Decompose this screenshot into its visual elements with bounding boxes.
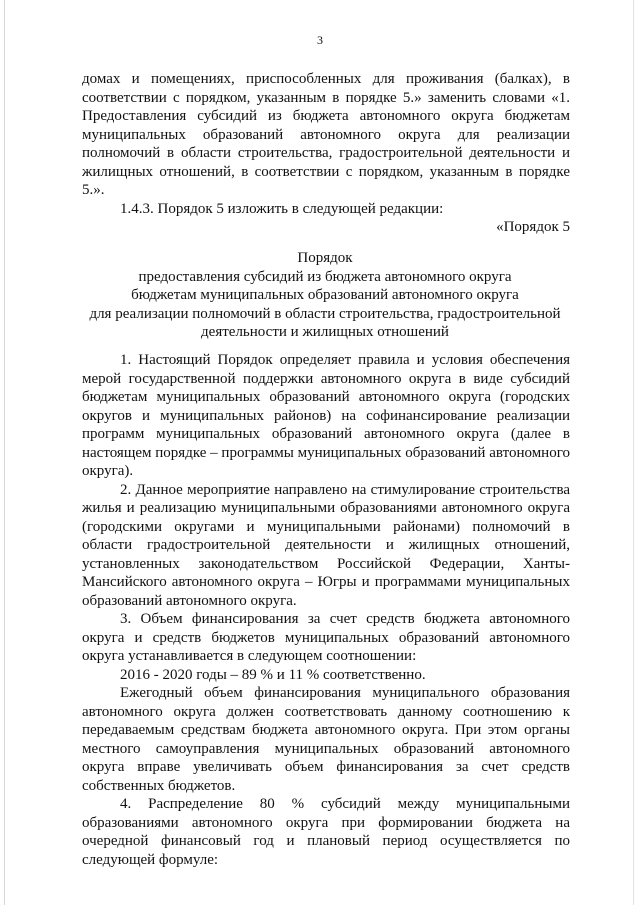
title-line-5: деятельности и жилищных отношений xyxy=(201,324,449,340)
scan-edge-right xyxy=(633,0,634,905)
page-number: 3 xyxy=(317,33,323,47)
item-1-4-3: 1.4.3. Порядок 5 изложить в следующей редакции: xyxy=(120,200,444,217)
intro-block xyxy=(82,70,570,237)
title-line-4: для реализации полномочий в области строительства, градостроительной xyxy=(89,305,561,322)
order-title xyxy=(60,249,590,342)
title-line-3: бюджетам муниципальных образований автономного округа xyxy=(131,287,519,303)
intro-paragraph: домах и помещениях, приспособленных для проживания (балках), в соответствии с порядком, указанным в порядке 5.» заменить словами «1. Предоставления субсидий из бюджета автономного округа бюджетам муниципальных образований автономного округа для реализации полномочий в области строительства, градостроительной деятельности и жилищных отношений, в соответствии с порядком, указанным в порядке 5.». xyxy=(82,71,570,198)
order-body xyxy=(82,351,570,869)
paragraph-1: 1. Настоящий Порядок определяет правила и условия обеспечения мерой государственной поддержки автономного округа в виде субсидий бюджетам муниципальных образований автономного округа (городских округов и муниципальных районов) на софинансирование реализации программ муниципальных образований автономного округа (далее в настоящем порядке – программы муниципальных образований автономного округа). xyxy=(82,352,570,479)
paragraph-3-ratio: 2016 - 2020 годы – 89 % и 11 % соответственно. xyxy=(120,666,426,683)
order-label: «Порядок 5 xyxy=(496,219,570,235)
paragraph-3-annual: Ежегодный объем финансирования муниципального образования автономного округа должен соответствовать данному соотношению к передаваемым средствам бюджета автономного округа. При этом органы местного самоуправления муниципальных образований автономного округа вправе увеличивать объем финансирования за счет средств собственных бюджетов. xyxy=(82,685,570,794)
scan-edge-left xyxy=(4,0,5,905)
paragraph-3: 3. Объем финансирования за счет средств бюджета автономного округа и средств бюджетов муниципальных образований автономного округа устанавливается в следующем соотношении: xyxy=(82,611,570,664)
title-line-1: Порядок xyxy=(297,250,353,266)
paragraph-2: 2. Данное мероприятие направлено на стимулирование строительства жилья и реализацию муниципальными образованиями автономного округа (городскими округами и муниципальными районами) полномочий в области градостроительной деятельности и жилищных отношений, установленных законодательством Российской Федерации, Ханты-Мансийского автономного округа – Югры и программами муниципальных образований автономного округа. xyxy=(82,481,570,609)
title-line-2: предоставления субсидий из бюджета автономного округа xyxy=(138,268,512,285)
paragraph-4: 4. Распределение 80 % субсидий между муниципальными образованиями автономного округа при формировании бюджета на очередной финансовый год и плановый период осуществляется по следующей формуле: xyxy=(82,796,570,868)
